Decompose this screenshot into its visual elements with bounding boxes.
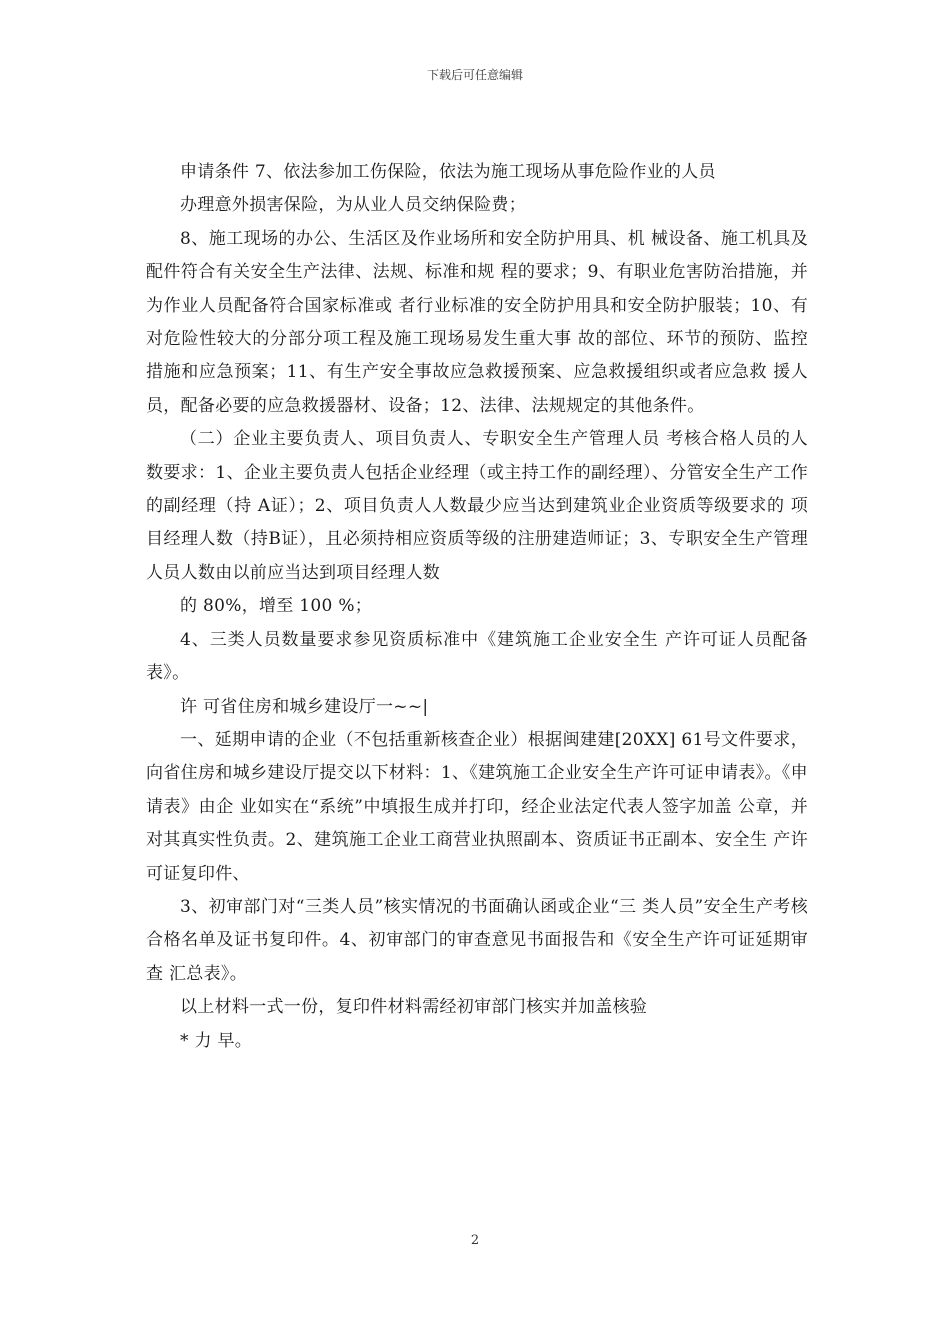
paragraph-8: 一、延期申请的企业（不包括重新核查企业）根据闽建建[20XX] 61号文件要求，向省住房和城乡建设厅提交以下材料：1、《建筑施工企业安全生产许可证申请表》。《申请表》由企 业如实在“系统”中填报生成并打印，经企业法定代表人签字加盖 公章，并对其真实性负责。2、建筑施工企业工商营业执照副本、资质证书正副本、安全生 产许可证复印件、 [146,729,808,884]
page-number: 2 [470,1233,480,1248]
paragraph-5: 的 80%，增至 100 %； [180,596,373,617]
page-header: 下载后可任意编辑 [426,68,523,82]
paragraph-10: 以上材料一式一份，复印件材料需经初审部门核实并加盖核验 [180,997,648,1018]
document-body [146,156,808,1058]
paragraph-6: 4、三类人员数量要求参见资质标准中《建筑施工企业安全生 产许可证人员配备表》。 [146,629,808,684]
paragraph-9: 3、初审部门对“三类人员”核实情况的书面确认函或企业“三 类人员”安全生产考核合格名单及证书复印件。4、初审部门的审查意见书面报告和《安全生产许可证延期审查 汇总表》。 [146,896,808,984]
paragraph-11: * 力 早。 [180,1030,253,1051]
paragraph-7: 许 可省住房和城乡建设厅一~~| [180,696,429,717]
paragraph-1: 申请条件 7、依法参加工伤保险，依法为施工现场从事危险作业的人员 [180,162,716,182]
paragraph-2: 办理意外损害保险，为从业人员交纳保险费； [180,195,526,216]
paragraph-4: （二）企业主要负责人、项目负责人、专职安全生产管理人员 考核合格人员的人数要求：1、企业主要负责人包括企业经理（或主持工作的副经理）、分管安全生产工作的副经理（持 A证）；2、项目负责人人数最少应当达到建筑业企业资质等级要求的 项目经理人数（持B证），且必须持相应资质等级的注册建造师证；3、专职安全生产管理人员人数由以前应当达到项目经理人数 [146,429,808,583]
paragraph-3: 8、施工现场的办公、生活区及作业场所和安全防护用具、机 械设备、施工机具及配件符合有关安全生产法律、法规、标准和规 程的要求；9、有职业危害防治措施，并为作业人员配备符合国家标准或 者行业标准的安全防护用具和安全防护服装；10、有对危险性较大的分部分项工程及施工现场易发生重大事 故的部位、环节的预防、监控措施和应急预案；11、有生产安全事故应急救援预案、应急救援组织或者应急救 援人员，配备必要的应急救援器材、设备；12、法律、法规规定的其他条件。 [146,228,808,416]
